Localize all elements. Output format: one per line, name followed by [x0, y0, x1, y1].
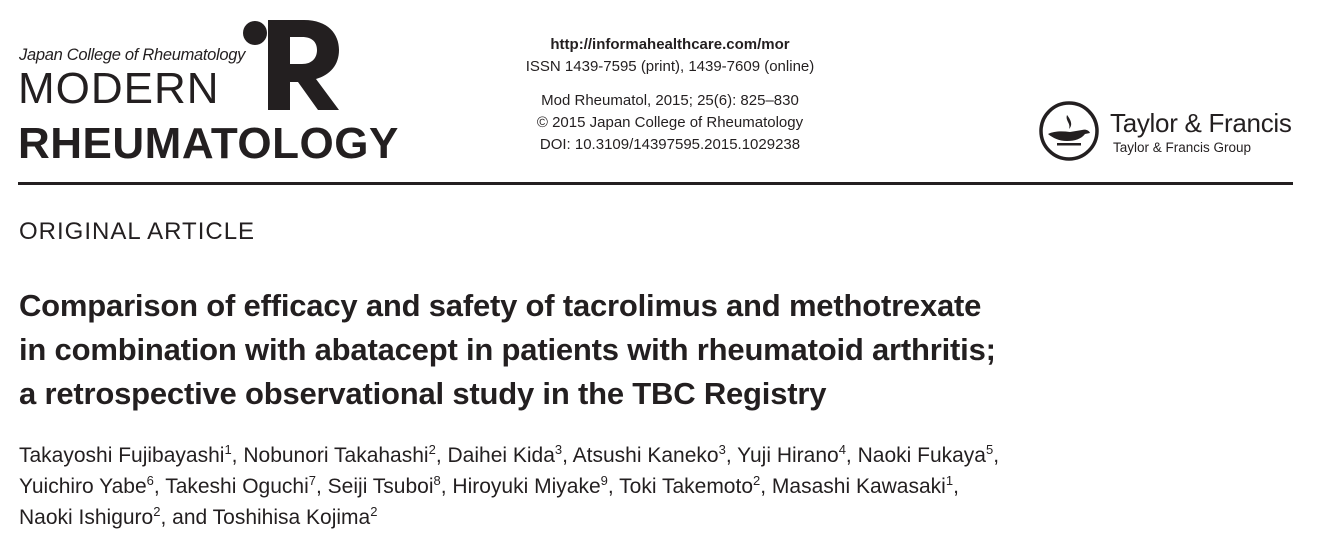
author-name: Toshihisa Kojima [212, 506, 371, 529]
author-separator: , [993, 444, 1000, 467]
affiliation-number: 7 [308, 473, 316, 488]
author-separator: , [440, 475, 453, 498]
affiliation-number: 2 [370, 504, 378, 519]
oil-lamp-icon [1038, 100, 1100, 162]
publisher-logo [1038, 100, 1308, 164]
publisher-group: Taylor & Francis Group [1113, 140, 1252, 155]
author-name: Masashi Kawasaki [771, 475, 946, 498]
affiliation-number: 9 [600, 473, 608, 488]
affiliation-number: 2 [428, 442, 436, 457]
author-name: Naoki Fukaya [857, 444, 986, 467]
author [858, 444, 994, 467]
author-separator: , [725, 444, 738, 467]
author-separator: , [760, 475, 772, 498]
author-separator: , [316, 475, 328, 498]
society-name: Japan College of Rheumatology [19, 46, 246, 64]
author [243, 444, 435, 467]
journal-name-line1: MODERN [18, 64, 220, 113]
author-name: Atsushi Kaneko [572, 444, 719, 467]
author-separator: , [953, 475, 959, 498]
title-line: in combination with abatacept in patients with rheumatoid arthritis; [19, 332, 996, 367]
author-separator: , [562, 444, 573, 467]
journal-name-line2: RHEUMATOLOGY [18, 119, 399, 168]
author [165, 475, 316, 498]
publisher-name: Taylor & Francis [1110, 108, 1292, 138]
author-separator: , [607, 475, 620, 498]
author [213, 506, 378, 529]
affiliation-number: 3 [718, 442, 726, 457]
author-separator: , [153, 475, 166, 498]
author [19, 444, 232, 467]
article-title [19, 284, 1289, 416]
author-name: Toki Takemoto [619, 475, 754, 498]
author [19, 475, 154, 498]
author-name: Takeshi Oguchi [165, 475, 309, 498]
r-logo-icon [242, 20, 342, 112]
affiliation-number: 5 [985, 442, 994, 457]
author-name: Yuji Hirano [737, 444, 839, 467]
author-separator: , [845, 444, 858, 467]
author-name: Nobunori Takahashi [243, 444, 429, 467]
article-type: ORIGINAL ARTICLE [19, 218, 256, 245]
author-name: Seiji Tsuboi [327, 475, 434, 498]
author [448, 444, 563, 467]
affiliation-number: 3 [554, 442, 563, 457]
affiliation-number: 6 [146, 473, 154, 488]
affiliation-number: 1 [945, 473, 954, 488]
affiliation-number: 8 [433, 473, 441, 488]
author [619, 475, 760, 498]
copyright: © 2015 Japan College of Rheumatology [536, 114, 804, 131]
author-separator: , [435, 444, 448, 467]
journal-logo [18, 20, 438, 170]
author-list [19, 440, 1299, 533]
author [452, 475, 607, 498]
author-name: Naoki Ishiguro [19, 506, 154, 529]
author [19, 506, 160, 529]
doi: DOI: 10.3109/14397595.2015.1029238 [539, 136, 801, 153]
affiliation-number: 1 [224, 442, 232, 457]
author [328, 475, 441, 498]
title-line: a retrospective observational study in the TBC Registry [19, 376, 827, 411]
author-name: Yuichiro Yabe [19, 475, 147, 498]
title-line: Comparison of efficacy and safety of tacrolimus and methotrexate [19, 288, 982, 323]
affiliation-number: 4 [838, 442, 846, 457]
citation: Mod Rheumatol, 2015; 25(6): 825–830 [541, 92, 799, 109]
affiliation-number: 2 [153, 504, 161, 519]
author [772, 475, 953, 498]
author [573, 444, 726, 467]
publication-info [480, 34, 860, 156]
author-name: Hiroyuki Miyake [452, 475, 601, 498]
author [737, 444, 846, 467]
header-divider [18, 182, 1293, 185]
journal-url[interactable]: http://informahealthcare.com/mor [550, 36, 790, 53]
issn: ISSN 1439-7595 (print), 1439-7609 (online) [525, 58, 815, 75]
author-name: Daihei Kida [447, 444, 555, 467]
author-name: Takayoshi Fujibayashi [19, 444, 225, 467]
affiliation-number: 2 [753, 473, 761, 488]
author-separator: , [231, 444, 244, 467]
author-separator: , and [160, 506, 213, 529]
